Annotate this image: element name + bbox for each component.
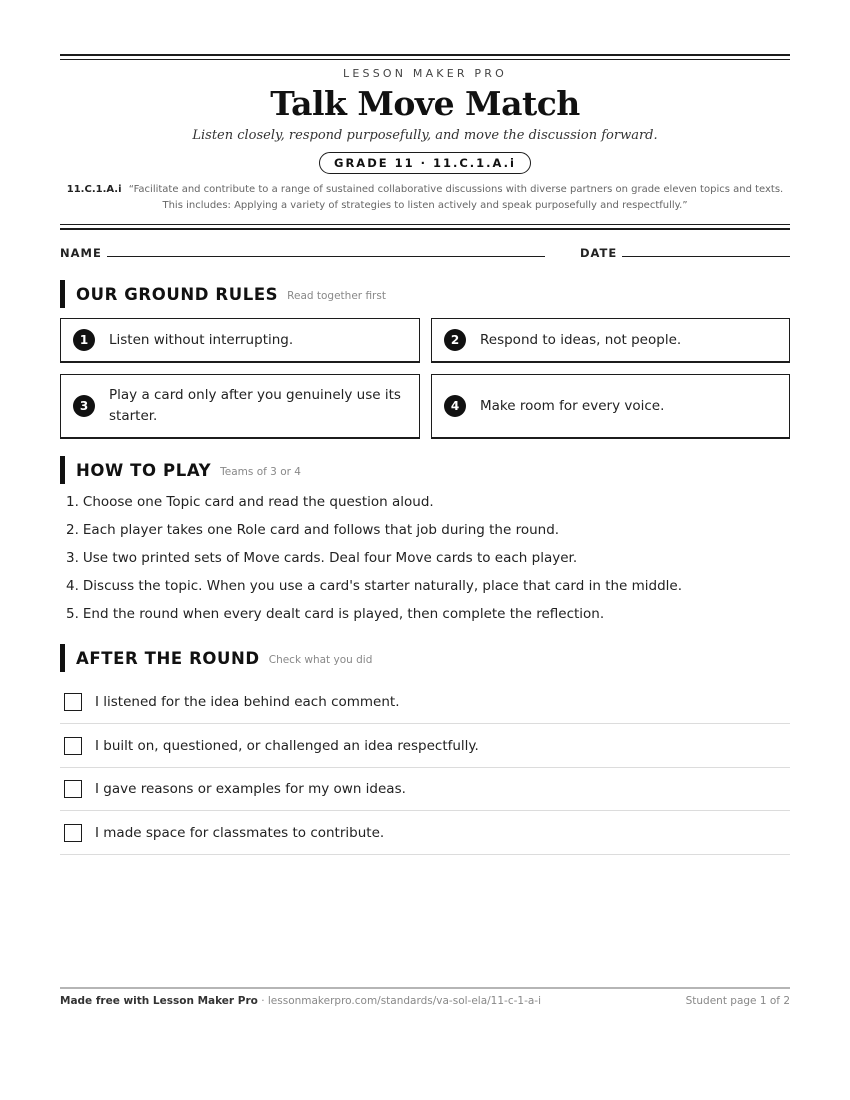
after-round-heading [60,644,372,672]
step-text: Discuss the topic. When you use a card's starter naturally, place that card in the middle. [82,578,683,594]
how-to-play-steps [66,488,790,628]
header-bottom-rule-thin [60,224,790,225]
reflection-checkbox[interactable] [64,824,82,842]
step-item [66,600,790,628]
page-subtitle: Listen closely, respond purposefully, and move the discussion forward. [192,128,658,143]
reflection-item [60,724,790,768]
reflection-checkbox[interactable] [64,693,82,711]
rule-text: Listen without interrupting. [109,331,294,348]
footer-rule [60,987,790,989]
date-field[interactable] [622,256,790,257]
step-number: 5. [66,606,79,622]
step-item [66,516,790,544]
ground-rule-card [431,318,790,363]
grade-badge-wrap [60,152,790,174]
ground-rule-card [431,374,790,439]
reflection-text: I built on, questioned, or challenged an idea respectfully. [95,737,479,754]
worksheet-page [60,0,790,1100]
standard-code: 11.C.1.A.i [66,184,122,195]
reflection-checkbox[interactable] [64,780,82,798]
section-note: Check what you did [268,653,373,666]
reflection-text: I made space for classmates to contribute. [95,824,385,841]
standard-text-line2: This includes: Applying a variety of strategies to listen actively and speak purposefully and respectfully.” [162,200,688,211]
rule-number-badge: 4 [444,395,466,417]
reflection-item [60,680,790,724]
brand-name: LESSON MAKER PRO [343,67,507,80]
rule-text: Make room for every voice. [480,397,665,414]
step-text: End the round when every dealt card is played, then complete the reflection. [82,606,605,622]
ground-rule-card [60,374,420,439]
footer-credit [60,995,541,1007]
rule-text: Play a card only after you genuinely use its starter. [109,387,401,424]
footer-url[interactable]: · lessonmakerpro.com/standards/va-sol-ela/11-c-1-a-i [257,995,541,1007]
page-title: Talk Move Match [270,84,580,123]
standard-description [60,182,790,214]
section-bar [60,280,65,308]
step-item [66,544,790,572]
rule-text: Respond to ideas, not people. [480,331,682,348]
section-note: Read together first [287,289,386,302]
footer-page-number: Student page 1 of 2 [685,995,790,1007]
section-bar [60,644,65,672]
step-number: 1. [66,494,79,510]
reflection-text: I listened for the idea behind each comment. [95,693,400,710]
header-top-rule [60,54,790,56]
step-item [66,488,790,516]
footer [60,995,790,1007]
step-number: 2. [66,522,79,538]
section-title: HOW TO PLAY [76,460,212,480]
section-note: Teams of 3 or 4 [220,465,301,478]
header-top-rule-thin [60,59,790,60]
header-bottom-rule [60,228,790,230]
rule-number-badge: 1 [73,329,95,351]
rule-number-badge: 2 [444,329,466,351]
step-item [66,572,790,600]
reflection-item [60,811,790,855]
step-number: 3. [66,550,79,566]
date-label: DATE [580,246,618,260]
step-number: 4. [66,578,79,594]
section-title: AFTER THE ROUND [76,648,260,668]
ground-rule-card [60,318,420,363]
name-field[interactable] [107,256,545,257]
reflection-checkbox[interactable] [64,737,82,755]
step-text: Use two printed sets of Move cards. Deal four Move cards to each player. [82,550,578,566]
standard-text-line1: “Facilitate and contribute to a range of sustained collaborative discussions with diverse partners on grade eleven topics and texts. [128,184,784,195]
section-title: OUR GROUND RULES [76,284,279,304]
footer-made-with: Made free with Lesson Maker Pro [60,995,258,1007]
section-bar [60,456,65,484]
name-label: NAME [60,246,102,260]
ground-rules-heading [60,280,386,308]
reflection-text: I gave reasons or examples for my own ideas. [95,780,406,797]
rule-number-badge: 3 [73,395,95,417]
grade-badge: GRADE 11 · 11.C.1.A.i [319,152,531,174]
step-text: Each player takes one Role card and follows that job during the round. [82,522,560,538]
how-to-play-heading [60,456,301,484]
reflection-item [60,767,790,811]
step-text: Choose one Topic card and read the question aloud. [82,494,434,510]
